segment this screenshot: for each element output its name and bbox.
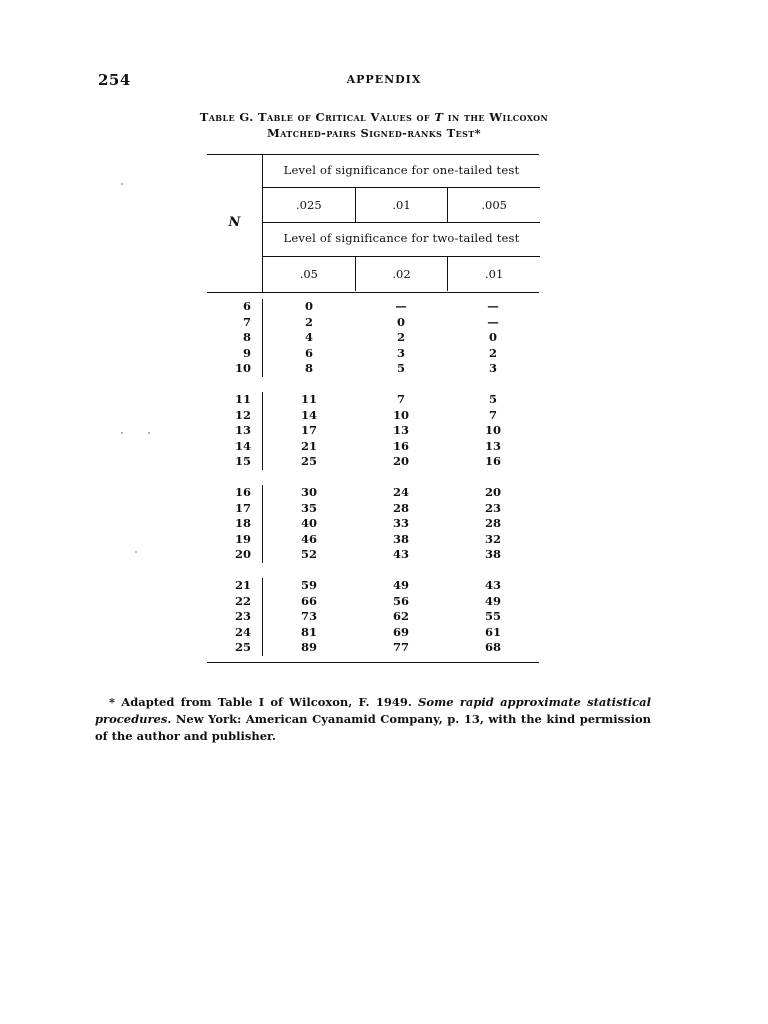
n-value: 25 xyxy=(207,640,263,656)
table-header xyxy=(207,155,539,293)
critical-value-cell: 30 xyxy=(300,484,317,499)
table-row xyxy=(207,408,539,424)
table-row xyxy=(207,330,539,346)
critical-value-cell: 28 xyxy=(392,500,409,515)
table-row xyxy=(207,361,539,377)
table-row xyxy=(207,346,539,362)
n-value: 8 xyxy=(207,330,263,346)
footnote-publisher: New York: American Cyanamid Company, p. 13, with the kind permission of the author and publisher. xyxy=(95,712,651,743)
critical-value-cell: 3 xyxy=(396,345,405,360)
two-tailed-level-3: .01 xyxy=(447,257,540,291)
table-row xyxy=(207,315,539,331)
critical-value-cell: 89 xyxy=(300,640,317,655)
table-row xyxy=(207,423,539,439)
critical-value-cell: 56 xyxy=(392,593,409,608)
critical-value-cell: 24 xyxy=(392,484,409,499)
n-value: 11 xyxy=(207,392,263,408)
critical-value-cell: 81 xyxy=(300,624,317,639)
row-group xyxy=(207,392,539,470)
critical-values-table xyxy=(207,154,539,663)
critical-value-cell: — xyxy=(395,299,407,313)
significance-headers xyxy=(262,155,540,292)
critical-value-cell: 2 xyxy=(304,314,313,329)
table-row xyxy=(207,485,539,501)
critical-value-cell: 49 xyxy=(392,577,409,592)
critical-value-cell: 5 xyxy=(396,361,405,376)
table-row xyxy=(207,516,539,532)
critical-value-cell: 46 xyxy=(300,531,317,546)
two-tailed-header: Level of significance for two-tailed test xyxy=(283,231,520,245)
one-tailed-level-2: .01 xyxy=(355,188,448,222)
scan-speck xyxy=(121,183,123,185)
n-value: 17 xyxy=(207,501,263,517)
two-tailed-level-1: .05 xyxy=(299,267,318,281)
n-value: 14 xyxy=(207,439,263,455)
n-value: 9 xyxy=(207,346,263,362)
page-number: 254 xyxy=(98,71,131,89)
table-caption xyxy=(150,109,598,141)
n-column-header: N xyxy=(228,215,241,230)
table-row xyxy=(207,547,539,563)
critical-value-cell: 68 xyxy=(484,640,501,655)
n-value: 16 xyxy=(207,485,263,501)
critical-value-cell: 66 xyxy=(300,593,317,608)
table-row xyxy=(207,501,539,517)
caption-line1-pre: Table G. Table of Critical Values of xyxy=(199,110,435,124)
n-value: 10 xyxy=(207,361,263,377)
critical-value-cell: — xyxy=(487,299,499,313)
critical-value-cell: 0 xyxy=(488,330,497,345)
row-group xyxy=(207,578,539,656)
footnote-source: * Adapted from Table I of Wilcoxon, F. 1949. xyxy=(109,695,419,709)
two-tailed-levels xyxy=(263,257,540,291)
critical-value-cell: 11 xyxy=(300,391,317,406)
critical-value-cell: 55 xyxy=(484,609,501,624)
critical-value-cell: 3 xyxy=(488,361,497,376)
critical-value-cell: 62 xyxy=(392,609,409,624)
n-value: 21 xyxy=(207,578,263,594)
n-value: 12 xyxy=(207,408,263,424)
n-value: 15 xyxy=(207,454,263,470)
header-divider xyxy=(263,222,540,223)
n-value: 22 xyxy=(207,594,263,610)
critical-value-cell: 10 xyxy=(392,407,409,422)
running-head: APPENDIX xyxy=(346,73,422,86)
critical-value-cell: 35 xyxy=(300,500,317,515)
n-value: 13 xyxy=(207,423,263,439)
n-value: 19 xyxy=(207,532,263,548)
table-row xyxy=(207,532,539,548)
critical-value-cell: 21 xyxy=(300,438,317,453)
n-value: 23 xyxy=(207,609,263,625)
critical-value-cell: 2 xyxy=(488,345,497,360)
n-value: 20 xyxy=(207,547,263,563)
caption-variable-t: T xyxy=(434,110,444,124)
table-row xyxy=(207,299,539,315)
footnote-title: Some rapid approximate statistical procedures. xyxy=(95,695,651,726)
critical-value-cell: 20 xyxy=(484,484,501,499)
scan-speck xyxy=(135,551,137,553)
n-value: 24 xyxy=(207,625,263,641)
critical-value-cell: 4 xyxy=(304,330,313,345)
caption-line1-post: in the Wilcoxon xyxy=(443,110,549,124)
critical-value-cell: 0 xyxy=(304,299,313,313)
table-row xyxy=(207,392,539,408)
one-tailed-level-1: .025 xyxy=(296,198,322,212)
critical-value-cell: 59 xyxy=(300,577,317,592)
critical-value-cell: 32 xyxy=(484,531,501,546)
critical-value-cell: 25 xyxy=(300,454,317,469)
critical-value-cell: 43 xyxy=(392,547,409,562)
critical-value-cell: 6 xyxy=(304,345,313,360)
critical-value-cell: 40 xyxy=(300,516,317,531)
critical-value-cell: 28 xyxy=(484,516,501,531)
critical-value-cell: 33 xyxy=(392,516,409,531)
critical-value-cell: 69 xyxy=(392,624,409,639)
critical-value-cell: 38 xyxy=(484,547,501,562)
critical-value-cell: 61 xyxy=(484,624,501,639)
table-row xyxy=(207,640,539,656)
critical-value-cell: 10 xyxy=(484,423,501,438)
two-tailed-level-2: .02 xyxy=(355,257,448,291)
one-tailed-levels xyxy=(263,188,540,222)
critical-value-cell: 73 xyxy=(300,609,317,624)
critical-value-cell: 52 xyxy=(300,547,317,562)
critical-value-cell: 7 xyxy=(396,391,405,406)
critical-value-cell: 20 xyxy=(392,454,409,469)
critical-value-cell: 14 xyxy=(300,407,317,422)
critical-value-cell: 0 xyxy=(396,314,405,329)
n-value: 18 xyxy=(207,516,263,532)
caption-line2: Matched-pairs Signed-ranks Test* xyxy=(266,126,482,140)
one-tailed-header: Level of significance for one-tailed test xyxy=(283,163,520,177)
critical-value-cell: 16 xyxy=(484,454,501,469)
critical-value-cell: 16 xyxy=(392,438,409,453)
critical-value-cell: — xyxy=(487,314,499,329)
table-row xyxy=(207,578,539,594)
n-value: 6 xyxy=(207,299,263,315)
critical-value-cell: 7 xyxy=(488,407,497,422)
table-row xyxy=(207,625,539,641)
critical-value-cell: 38 xyxy=(392,531,409,546)
table-body xyxy=(207,293,539,662)
table-row xyxy=(207,609,539,625)
critical-value-cell: 77 xyxy=(392,640,409,655)
critical-value-cell: 23 xyxy=(484,500,501,515)
one-tailed-level-3: .005 xyxy=(447,188,540,222)
critical-value-cell: 8 xyxy=(304,361,313,376)
n-value: 7 xyxy=(207,315,263,331)
table-row xyxy=(207,594,539,610)
critical-value-cell: 2 xyxy=(396,330,405,345)
critical-value-cell: 13 xyxy=(484,438,501,453)
table-row xyxy=(207,439,539,455)
row-group xyxy=(207,299,539,377)
scan-speck xyxy=(148,432,150,434)
footnote xyxy=(95,694,651,745)
critical-value-cell: 49 xyxy=(484,593,501,608)
critical-value-cell: 17 xyxy=(300,423,317,438)
critical-value-cell: 43 xyxy=(484,577,501,592)
critical-value-cell: 5 xyxy=(488,391,497,406)
scan-speck xyxy=(121,432,123,434)
row-group xyxy=(207,485,539,563)
table-row xyxy=(207,454,539,470)
critical-value-cell: 13 xyxy=(392,423,409,438)
